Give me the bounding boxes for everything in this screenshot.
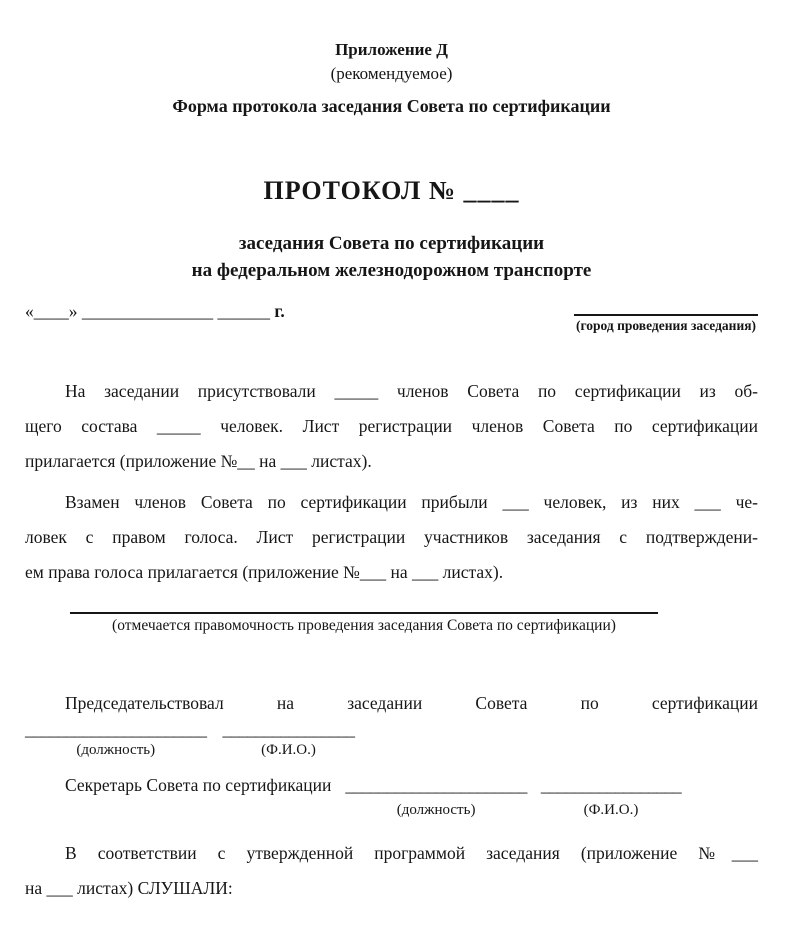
paragraph-attendance (25, 374, 758, 479)
text-line: ем права голоса прилагается (приложение №___ на ___ листах). (25, 562, 504, 582)
secretary-signature-row (25, 770, 758, 820)
text-line: В соответствии с утвержденной программой заседания (приложение №___ (65, 843, 758, 863)
appendix-label: Приложение Д (335, 40, 448, 59)
text-line: На заседании присутствовали _____ членов Совета по сертификации из об- (65, 381, 758, 401)
date-blanks: «____» _______________ ______ (25, 301, 270, 321)
protocol-title (25, 174, 758, 208)
form-title: Форма протокола заседания Совета по сертификации (172, 96, 611, 116)
secretary-name-blank: _________________ (540, 775, 682, 795)
protocol-subtitle (25, 230, 758, 284)
secretary-position-blank: ______________________ (345, 775, 527, 795)
paragraph-agenda (25, 836, 758, 906)
secretary-label: Секретарь Совета по сертификации (65, 775, 332, 795)
position-caption: (должность) (396, 802, 476, 818)
chairman-line: Председательствовал на заседании Совета по сертификации (65, 693, 758, 713)
text-line: прилагается (приложение №__ на ___ листах). (25, 451, 372, 471)
subtitle-line-1: заседания Совета по сертификации (238, 233, 545, 254)
document-header (25, 38, 758, 118)
text-line: щего состава _____ человек. Лист регистрации членов Совета по сертификации (25, 416, 758, 436)
paragraph-replacement (25, 485, 758, 590)
spacer-cell (25, 800, 331, 820)
appendix-note: (рекомендуемое) (330, 64, 453, 83)
text-line: ловек с правом голоса. Лист регистрации участников заседания с подтверждени- (25, 527, 758, 547)
date-year-suffix: г. (274, 301, 285, 321)
name-caption: (Ф.И.О.) (261, 742, 316, 758)
protocol-number-blank: ____ (463, 176, 520, 205)
chairman-signature-row (25, 718, 758, 760)
protocol-title-text: ПРОТОКОЛ № (263, 176, 457, 205)
city-caption: (город проведения заседания) (575, 318, 757, 333)
chairman-name-blank: ________________ (222, 719, 355, 739)
name-caption: (Ф.И.О.) (583, 802, 639, 818)
quorum-section (25, 612, 758, 638)
text-line: на ___ листах) СЛУШАЛИ: (25, 878, 233, 898)
subtitle-line-2: на федеральном железнодорожном транспорте (191, 260, 592, 281)
chairman-position-blank: ______________________ (25, 719, 207, 739)
city-fill-line (574, 314, 758, 316)
city-block (574, 314, 758, 334)
date-line (25, 296, 285, 326)
date-row (25, 296, 758, 334)
position-caption: (должность) (76, 742, 156, 758)
quorum-caption: (отмечается правомочность проведения заседания Совета по сертификации) (112, 617, 616, 634)
text-line: Взамен членов Совета по сертификации прибыли ___ человек, из них ___ че- (65, 492, 758, 512)
